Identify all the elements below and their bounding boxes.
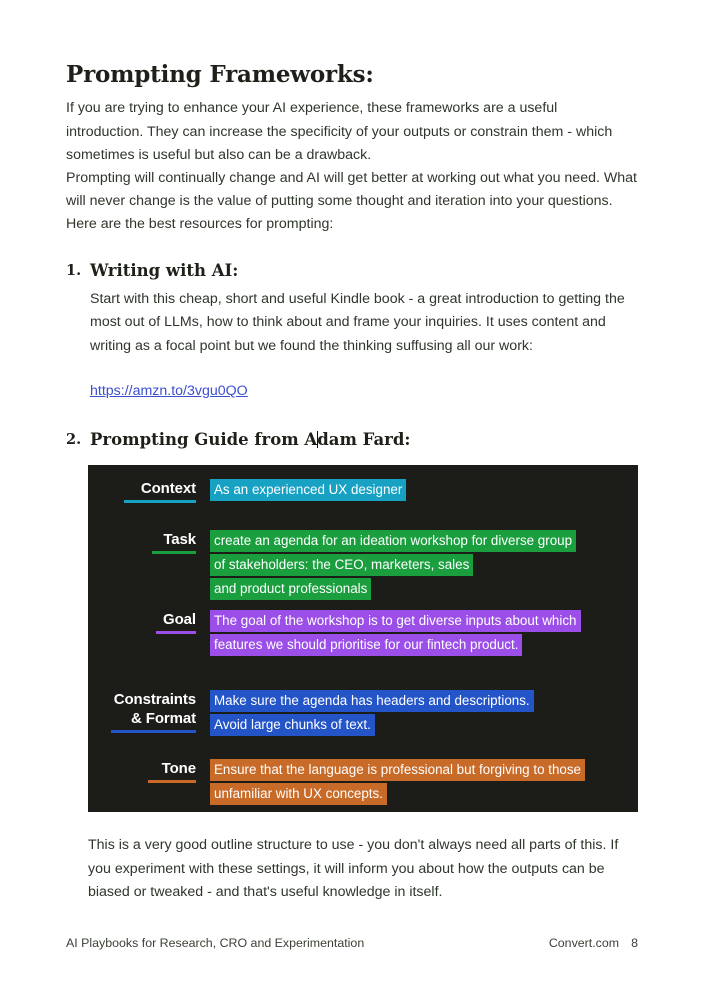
framework-row-task — [88, 530, 638, 602]
amazon-book-link[interactable]: https://amzn.to/3vgu0QO — [90, 383, 248, 400]
framework-text-line: As an experienced UX designer — [210, 479, 406, 501]
framework-text-line: Ensure that the language is professional but forgiving to those — [210, 759, 585, 781]
framework-label-tone — [88, 759, 210, 783]
list-item-number: 1. — [66, 261, 82, 279]
closing-paragraph-wrap — [88, 834, 638, 905]
framework-text-line: and product professionals — [210, 578, 371, 600]
framework-text-task — [210, 530, 638, 602]
framework-text-line: Make sure the agenda has headers and descriptions. — [210, 690, 534, 712]
label-line: Context — [140, 480, 196, 497]
label-underline — [152, 551, 196, 554]
framework-label-constraints — [88, 690, 210, 733]
framework-text-tone — [210, 759, 638, 807]
footer-page-number: 8 — [631, 936, 638, 950]
list-item-number: 2. — [66, 431, 82, 449]
label-line: Constraints — [113, 691, 196, 708]
framework-text-constraints — [210, 690, 638, 738]
prompting-framework-image — [88, 465, 638, 812]
framework-text-context — [210, 479, 638, 503]
list-item-heading[interactable] — [90, 429, 638, 451]
list-item — [66, 260, 638, 404]
framework-text-line: of stakeholders: the CEO, marketers, sales — [210, 554, 473, 576]
label-line: & Format — [130, 710, 196, 727]
list-item — [66, 429, 638, 451]
page-title: Prompting Frameworks: — [66, 61, 374, 88]
document-content — [66, 62, 638, 457]
heading-text-before-caret: Prompting Guide from A — [90, 430, 318, 450]
closing-paragraph: This is a very good outline structure to use - you don't always need all parts of this. If you experiment with these settings, it will inform you about how the outputs can be biased or tweaked - and that's useful knowledge in itself. — [88, 837, 619, 900]
footer-brand: Convert.com — [548, 936, 620, 950]
list-item-body: Start with this cheap, short and useful Kindle book - a great introduction to getting the most out of LLMs, how to think about and frame your inquiries. It uses content and writing as a focal point but we found the thinking suffusing all our work: — [90, 290, 625, 354]
framework-text-line: create an agenda for an ideation workshop for diverse group — [210, 530, 576, 552]
framework-text-line: features we should prioritise for our fintech product. — [210, 634, 522, 656]
label-underline — [148, 780, 196, 783]
framework-row-constraints — [88, 690, 638, 738]
label-underline — [124, 500, 196, 503]
label-line: Tone — [161, 760, 196, 777]
list-item-heading: Writing with AI: — [90, 260, 239, 280]
label-line: Goal — [163, 611, 196, 628]
footer-right — [549, 936, 638, 950]
footer-title: AI Playbooks for Research, CRO and Experimentation — [66, 936, 365, 950]
framework-text-line: unfamiliar with UX concepts. — [210, 783, 387, 805]
label-line: Task — [163, 531, 196, 548]
framework-label-context — [88, 479, 210, 503]
framework-text-goal — [210, 610, 638, 658]
label-underline — [156, 631, 196, 634]
page-footer — [66, 936, 638, 950]
label-underline — [111, 730, 196, 733]
framework-label-task — [88, 530, 210, 554]
heading-text-after-caret: dam Fard: — [317, 430, 411, 450]
intro-paragraph-1: If you are trying to enhance your AI experience, these frameworks are a useful introduction. They can increase the specificity of your outputs or constrain them - which sometimes is useful but also can be a drawback. — [66, 100, 613, 163]
framework-row-context — [88, 479, 638, 503]
framework-row-tone — [88, 759, 638, 807]
resource-list — [66, 260, 638, 452]
framework-text-line: The goal of the workshop is to get diverse inputs about which — [210, 610, 581, 632]
framework-row-goal — [88, 610, 638, 658]
framework-text-line: Avoid large chunks of text. — [210, 714, 375, 736]
framework-label-goal — [88, 610, 210, 634]
intro-paragraph-2: Prompting will continually change and AI will get better at working out what you need. What will never change is the value of putting some thought and iteration into your questions. Here are the best resources for prompting: — [66, 170, 637, 233]
link-row — [90, 380, 638, 403]
